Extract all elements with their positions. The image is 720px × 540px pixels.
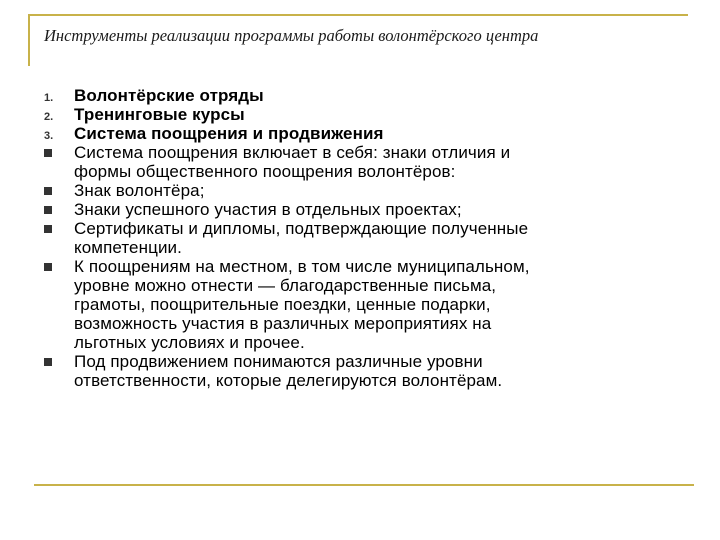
decorative-vertical-line <box>28 14 30 66</box>
list-item-text: Волонтёрские отряды <box>74 86 264 105</box>
square-bullet-icon <box>44 225 52 233</box>
square-bullet-icon <box>44 263 52 271</box>
list-item-text: Тренинговые курсы <box>74 105 245 124</box>
decorative-bottom-line <box>34 484 694 486</box>
list-item-text: Знаки успешного участия в отдельных проектах; <box>74 200 462 219</box>
decorative-top-line <box>28 14 688 16</box>
list-item <box>44 181 654 200</box>
square-bullet-icon <box>44 187 52 195</box>
list-item <box>44 86 654 105</box>
list-number: 3. <box>44 130 54 142</box>
list-item <box>44 257 654 352</box>
list-item <box>44 143 654 181</box>
list-item-text: К поощрениям на местном, в том числе муниципальном, уровне можно отнести — благодарственные письма, грамоты, поощрительные поездки, ценные подарки, возможность участия в различных мероприятиях на льготных условиях и прочее. <box>74 257 530 352</box>
list-item <box>44 219 654 257</box>
list-number: 1. <box>44 92 54 104</box>
list-item-text: Сертификаты и дипломы, подтверждающие полученные компетенции. <box>74 219 529 257</box>
square-bullet-icon <box>44 149 52 157</box>
list-item-text: Знак волонтёра; <box>74 181 205 200</box>
square-bullet-icon <box>44 358 52 366</box>
slide-title: Инструменты реализации программы работы волонтёрского центра <box>44 26 539 45</box>
square-bullet-icon <box>44 206 52 214</box>
list <box>44 86 654 390</box>
list-item <box>44 105 654 124</box>
list-item <box>44 352 654 390</box>
list-item-text: Система поощрения включает в себя: знаки отличия и формы общественного поощрения волонтёров: <box>74 143 511 181</box>
list-item <box>44 200 654 219</box>
list-number: 2. <box>44 111 54 123</box>
list-item <box>44 124 654 143</box>
list-item-text: Система поощрения и продвижения <box>74 124 384 143</box>
list-item-text: Под продвижением понимаются различные уровни ответственности, которые делегируются волонтёрам. <box>74 352 503 390</box>
